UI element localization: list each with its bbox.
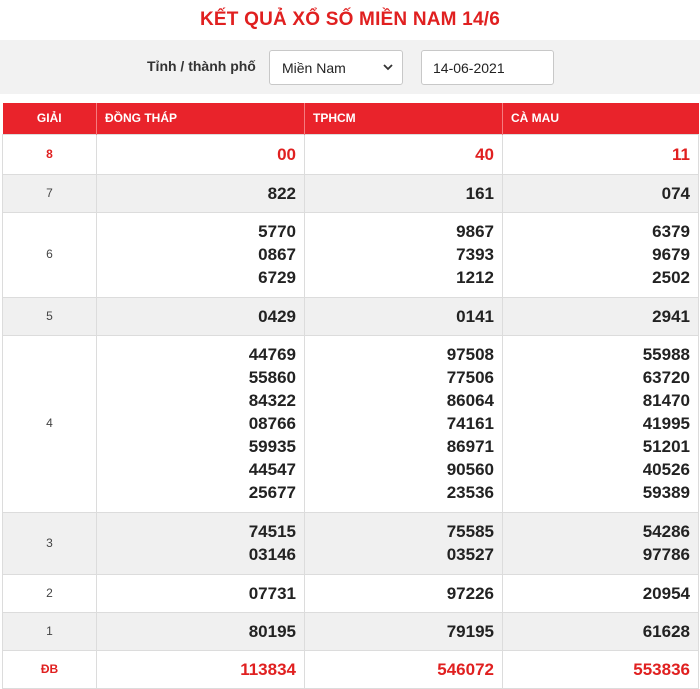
- result-cell: [305, 297, 503, 335]
- prize-label: 8: [3, 134, 97, 174]
- result-number: 97226: [446, 583, 494, 603]
- result-number: 6729: [258, 268, 296, 287]
- table-row: [3, 612, 699, 650]
- result-cell: [97, 134, 305, 174]
- result-number: 2941: [652, 306, 690, 326]
- province-label: Tỉnh / thành phố: [147, 58, 256, 74]
- result-number: 25677: [248, 483, 296, 502]
- result-number: 63720: [642, 368, 690, 387]
- header-ca-mau: CÀ MAU: [503, 103, 699, 134]
- result-cell: [97, 574, 305, 612]
- header-dong-thap: ĐỒNG THÁP: [97, 103, 305, 134]
- chevron-down-icon: [382, 61, 394, 73]
- result-cell: [97, 335, 305, 512]
- result-cell: [305, 512, 503, 574]
- result-number: 6379: [652, 222, 690, 241]
- result-number: 44547: [248, 460, 296, 479]
- table-row: [3, 650, 699, 688]
- result-number: 51201: [642, 437, 690, 456]
- result-number: 55860: [248, 368, 296, 387]
- prize-label: 7: [3, 174, 97, 212]
- result-number: 59935: [248, 437, 296, 456]
- result-number: 40526: [642, 460, 690, 479]
- result-cell: [305, 335, 503, 512]
- prize-label: 5: [3, 297, 97, 335]
- page-title: KẾT QUẢ XỔ SỐ MIỀN NAM 14/6: [200, 9, 500, 30]
- result-number: 074: [661, 183, 690, 203]
- prize-label: 4: [3, 335, 97, 512]
- result-number: 75585: [446, 522, 494, 541]
- result-number: 7393: [456, 245, 494, 264]
- result-cell: [305, 612, 503, 650]
- result-number: 97786: [642, 545, 690, 564]
- region-select-value: Miền Nam: [282, 59, 346, 76]
- result-cell: [503, 612, 699, 650]
- result-number: 23536: [446, 483, 494, 502]
- date-input-value: 14-06-2021: [433, 59, 505, 76]
- table-row: [3, 512, 699, 574]
- result-number: 81470: [642, 391, 690, 410]
- result-cell: [305, 574, 503, 612]
- result-number: 03527: [446, 545, 494, 564]
- result-cell: [97, 612, 305, 650]
- result-number: 546072: [437, 659, 494, 679]
- result-cell: [503, 174, 699, 212]
- result-number: 161: [465, 183, 494, 203]
- prize-label: 3: [3, 512, 97, 574]
- table-row: [3, 134, 699, 174]
- result-number: 9679: [652, 245, 690, 264]
- result-cell: [97, 650, 305, 688]
- result-cell: [97, 212, 305, 297]
- result-cell: [97, 297, 305, 335]
- table-row: [3, 212, 699, 297]
- result-number: 74515: [248, 522, 296, 541]
- result-number: 41995: [642, 414, 690, 433]
- result-number: 44769: [248, 345, 296, 364]
- result-number: 74161: [446, 414, 494, 433]
- region-select[interactable]: [269, 50, 403, 85]
- table-row: [3, 335, 699, 512]
- table-row: [3, 174, 699, 212]
- result-number: 822: [267, 183, 296, 203]
- header-tphcm: TPHCM: [305, 103, 503, 134]
- result-number: 2502: [652, 268, 690, 287]
- result-number: 90560: [446, 460, 494, 479]
- result-number: 0141: [456, 306, 494, 326]
- result-number: 08766: [248, 414, 296, 433]
- result-cell: [503, 335, 699, 512]
- results-body: [3, 134, 699, 688]
- prize-label: ĐB: [3, 650, 97, 688]
- result-number: 03146: [248, 545, 296, 564]
- result-cell: [503, 650, 699, 688]
- result-cell: [503, 297, 699, 335]
- result-cell: [305, 134, 503, 174]
- prize-label: 6: [3, 212, 97, 297]
- result-number: 80195: [248, 621, 296, 641]
- result-number: 55988: [642, 345, 690, 364]
- table-row: [3, 574, 699, 612]
- result-cell: [97, 512, 305, 574]
- result-number: 79195: [446, 621, 494, 641]
- header-giai: GIẢI: [3, 103, 97, 134]
- result-number: 86064: [446, 391, 494, 410]
- result-cell: [97, 174, 305, 212]
- result-number: 86971: [446, 437, 494, 456]
- result-number: 97508: [446, 345, 494, 364]
- result-number: 61628: [642, 621, 690, 641]
- filter-bar: [0, 40, 700, 94]
- result-number: 553836: [633, 659, 690, 679]
- results-table: [2, 103, 699, 689]
- result-cell: [305, 650, 503, 688]
- result-cell: [503, 134, 699, 174]
- result-number: 07731: [248, 583, 296, 603]
- date-input[interactable]: [421, 50, 554, 85]
- result-number: 54286: [642, 522, 690, 541]
- result-number: 59389: [642, 483, 690, 502]
- result-number: 9867: [456, 222, 494, 241]
- result-cell: [503, 574, 699, 612]
- table-header-row: [3, 103, 699, 134]
- prize-label: 2: [3, 574, 97, 612]
- result-number: 11: [672, 144, 690, 164]
- result-number: 20954: [642, 583, 690, 603]
- prize-label: 1: [3, 612, 97, 650]
- result-number: 113834: [240, 659, 296, 679]
- result-number: 00: [277, 144, 296, 164]
- result-cell: [503, 512, 699, 574]
- result-number: 1212: [456, 268, 494, 287]
- result-cell: [305, 212, 503, 297]
- result-cell: [305, 174, 503, 212]
- result-number: 40: [475, 144, 494, 164]
- result-number: 5770: [258, 222, 296, 241]
- result-number: 77506: [446, 368, 494, 387]
- table-row: [3, 297, 699, 335]
- result-number: 0429: [258, 306, 296, 326]
- result-number: 84322: [248, 391, 296, 410]
- result-number: 0867: [258, 245, 296, 264]
- result-cell: [503, 212, 699, 297]
